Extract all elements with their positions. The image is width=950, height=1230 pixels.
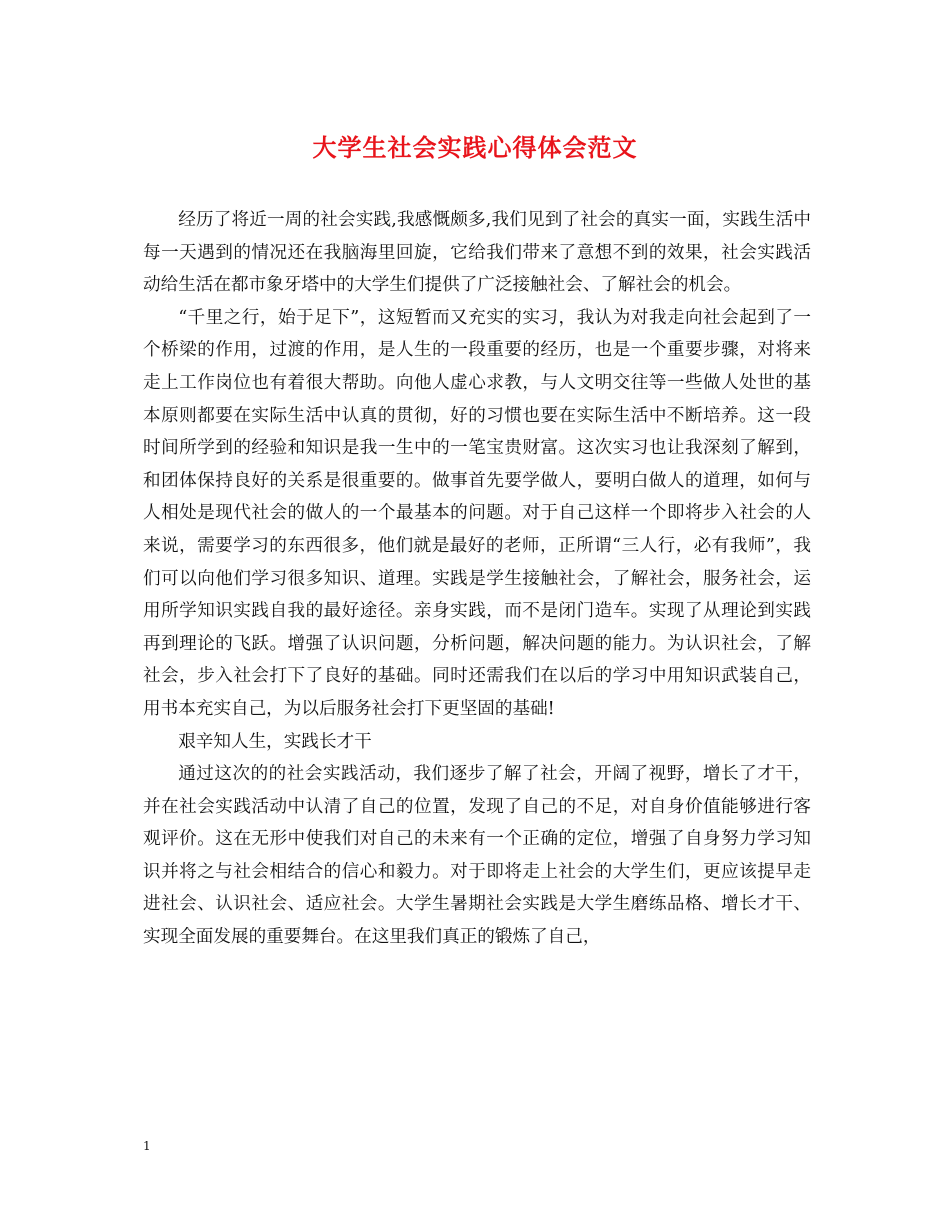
paragraph-2: “千里之行，始于足下”，这短暂而又充实的实习，我认为对我走向社会起到了一个桥梁的作用，过渡的作用，是人生的一段重要的经历，也是一个重要步骤，对将来走上工作岗位也有着很大帮助。向他人虚心求教，与人文明交往等一些做人处世的基本原则都要在实际生活中认真的贯彻，好的习惯也要在实际生活中不断培养。这一段时间所学到的经验和知识是我一生中的一笔宝贵财富。这次实习也让我深刻了解到，和团体保持良好的关系是很重要的。做事首先要学做人，要明白做人的道理，如何与人相处是现代社会的做人的一个最基本的问题。对于自己这样一个即将步入社会的人来说，需要学习的东西很多，他们就是最好的老师，正所谓“三人行，必有我师”，我们可以向他们学习很多知识、道理。实践是学生接触社会，了解社会，服务社会，运用所学知识实践自我的最好途径。亲身实践，而不是闭门造车。实现了从理论到实践再到理论的飞跃。增强了认识问题，分析问题，解决问题的能力。为认识社会，了解社会，步入社会打下了良好的基础。同时还需我们在以后的学习中用知识武装自己，用书本充实自己，为以后服务社会打下更坚固的基础! xyxy=(143,307,811,719)
paragraph-1: 经历了将近一周的社会实践,我感慨颇多,我们见到了社会的真实一面，实践生活中每一天遇到的情况还在我脑海里回旋，它给我们带来了意想不到的效果，社会实践活动给生活在都市象牙塔中的大学生们提供了广泛接触社会、了解社会的机会。 xyxy=(143,210,811,296)
page-number: 1 xyxy=(143,1139,151,1153)
section-heading: 艰辛知人生，实践长才干 xyxy=(178,731,372,752)
document-body xyxy=(143,204,811,954)
document-title: 大学生社会实践心得体会范文 xyxy=(312,133,638,162)
paragraph-3: 通过这次的的社会实践活动，我们逐步了解了社会，开阔了视野，增长了才干，并在社会实践活动中认清了自己的位置，发现了自己的不足，对自身价值能够进行客观评价。这在无形中使我们对自己的未来有一个正确的定位，增强了自身努力学习知识并将之与社会相结合的信心和毅力。对于即将走上社会的大学生们，更应该提早走进社会、认识社会、适应社会。大学生暑期社会实践是大学生磨练品格、增长才干、实现全面发展的重要舞台。在这里我们真正的锻炼了自己， xyxy=(143,764,811,948)
